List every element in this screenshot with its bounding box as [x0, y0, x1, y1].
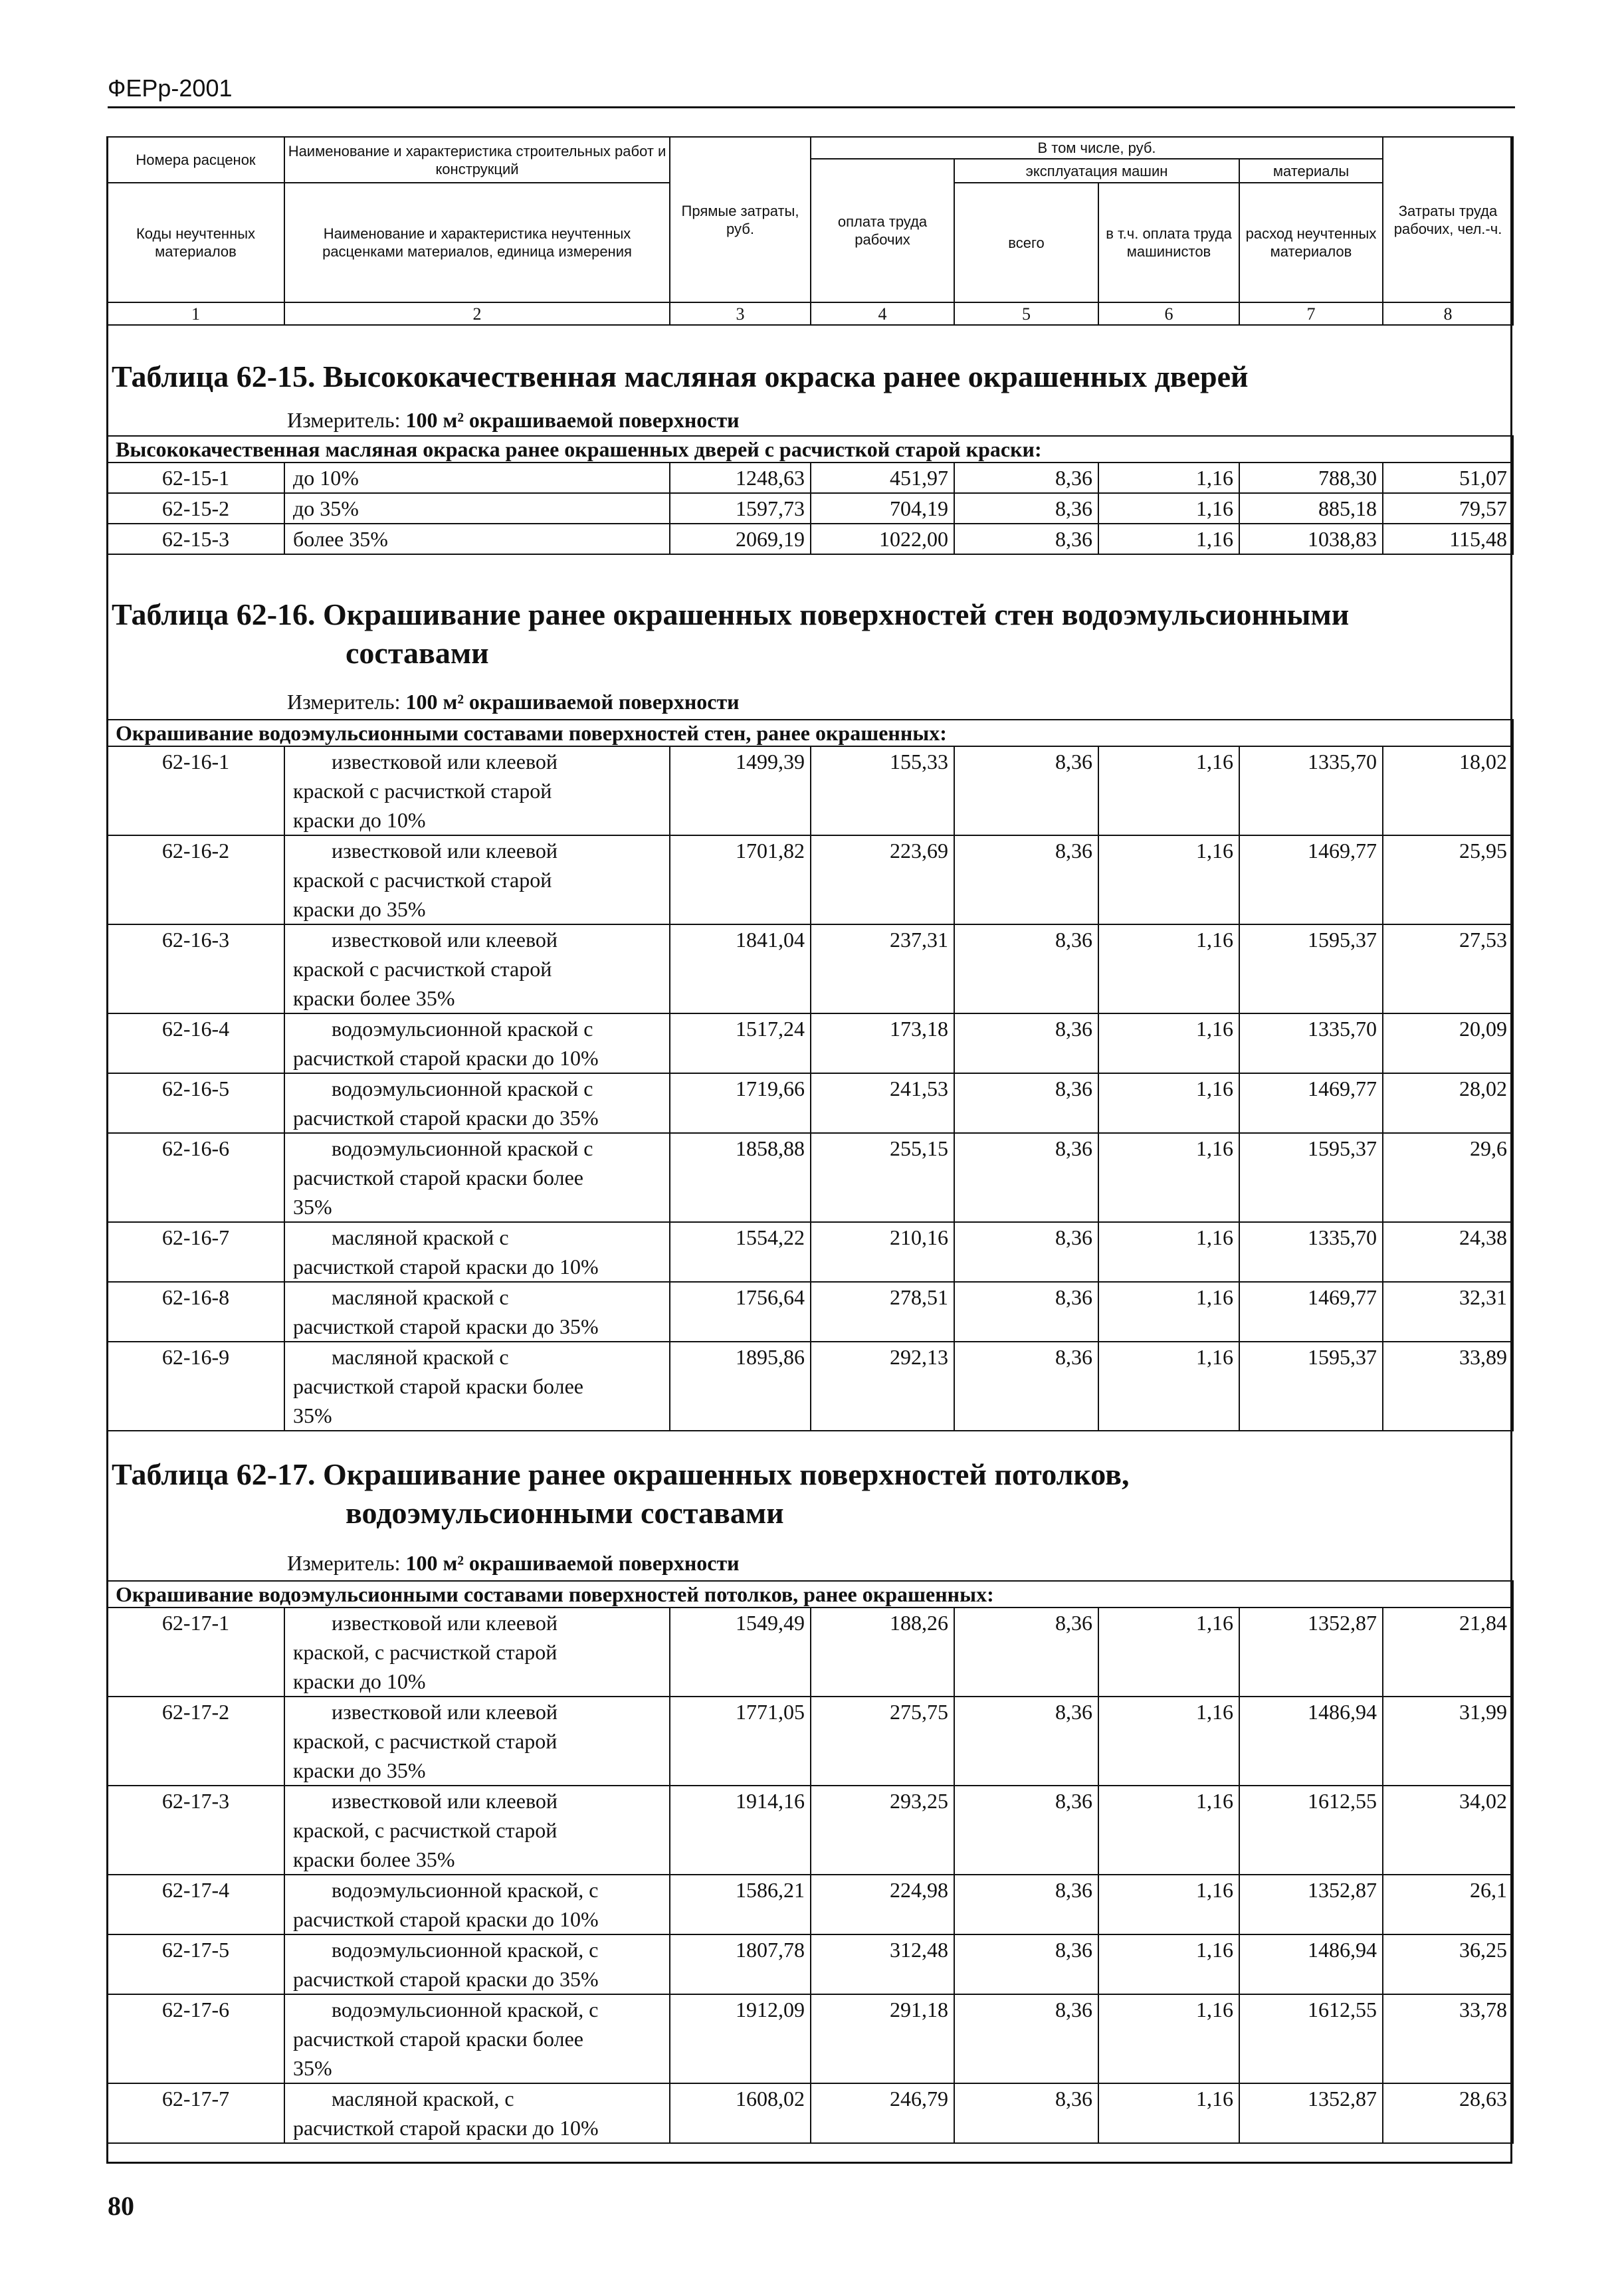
work-name-line: краски более 35%: [293, 1847, 455, 1871]
direct-costs: 1912,09: [670, 1994, 811, 2083]
machines-total: 8,36: [954, 835, 1098, 924]
col-number: 3: [670, 302, 811, 325]
rate-code: 62-16-3: [107, 924, 284, 1013]
work-name-line: водоэмульсионной краской, с: [332, 1878, 599, 1902]
table-62-16-title: [112, 595, 1349, 673]
work-name-line: известковой или клеевой: [332, 928, 558, 952]
table-row: [107, 1133, 1513, 1222]
machines-total: 8,36: [954, 1934, 1098, 1994]
machinists-pay: 1,16: [1098, 493, 1239, 524]
labor-pay: 293,25: [811, 1786, 954, 1875]
work-name-line: расчисткой старой краски до 10%: [293, 1255, 599, 1279]
measure-value: 100 м² окрашиваемой поверхности: [405, 690, 740, 714]
materials-cost: 1595,37: [1239, 1342, 1383, 1431]
work-name-line: расчисткой старой краски до 10%: [293, 1046, 599, 1070]
materials-cost: 885,18: [1239, 493, 1383, 524]
machinists-pay: 1,16: [1098, 835, 1239, 924]
materials-cost: 1352,87: [1239, 2083, 1383, 2143]
work-name: [284, 1342, 670, 1431]
table-row: [107, 1282, 1513, 1342]
table-row: [107, 1013, 1513, 1073]
work-name: [284, 924, 670, 1013]
col-number: 6: [1098, 302, 1239, 325]
table-row: [107, 924, 1513, 1013]
direct-costs: 1841,04: [670, 924, 811, 1013]
table-62-15-title: Таблица 62-15. Высококачественная масляная окраска ранее окрашенных дверей: [112, 360, 1249, 393]
direct-costs: 2069,19: [670, 524, 811, 554]
machines-total: 8,36: [954, 1133, 1098, 1222]
labor-pay: 223,69: [811, 835, 954, 924]
col1-header-top: Номера расценок: [107, 137, 284, 183]
table-62-16: [106, 719, 1514, 1431]
table-row: [107, 1934, 1513, 1994]
work-name: более 35%: [284, 524, 670, 554]
table-row: [107, 835, 1513, 924]
work-name-line: расчисткой старой краски до 35%: [293, 1106, 599, 1130]
table-62-15: [106, 435, 1514, 555]
work-name: [284, 1875, 670, 1934]
group-heading: Окрашивание водоэмульсионными составами поверхностей потолков, ранее окрашенных:: [107, 1581, 1513, 1608]
work-name-line: краски более 35%: [293, 986, 455, 1010]
labor-hours: 18,02: [1383, 746, 1513, 835]
machines-total: 8,36: [954, 1994, 1098, 2083]
machines-total: 8,36: [954, 1875, 1098, 1934]
materials-cost: 1469,77: [1239, 835, 1383, 924]
labor-hours: 28,02: [1383, 1073, 1513, 1133]
work-name-line: известковой или клеевой: [332, 750, 558, 774]
work-name: [284, 1934, 670, 1994]
materials-cost: 1335,70: [1239, 1222, 1383, 1282]
direct-costs: 1597,73: [670, 493, 811, 524]
work-name-line: масляной краской, с: [332, 2087, 514, 2111]
title-line: водоэмульсионными составами: [346, 1496, 784, 1530]
machines-total: 8,36: [954, 746, 1098, 835]
machines-total: 8,36: [954, 463, 1098, 493]
labor-hours: 24,38: [1383, 1222, 1513, 1282]
work-name-line: краски до 35%: [293, 897, 426, 921]
labor-hours: 33,89: [1383, 1342, 1513, 1431]
machinists-pay: 1,16: [1098, 1222, 1239, 1282]
work-name-line: водоэмульсионной краской с: [332, 1077, 593, 1100]
work-name: [284, 1697, 670, 1786]
rate-code: 62-17-1: [107, 1608, 284, 1697]
machines-total: 8,36: [954, 524, 1098, 554]
measure-label: Измеритель:: [287, 408, 401, 432]
labor-pay: 241,53: [811, 1073, 954, 1133]
machinists-pay: 1,16: [1098, 1133, 1239, 1222]
work-name-line: краской, с расчисткой старой: [293, 1818, 558, 1842]
materials-cost: 1469,77: [1239, 1282, 1383, 1342]
direct-costs: 1517,24: [670, 1013, 811, 1073]
materials-cost: 1595,37: [1239, 1133, 1383, 1222]
labor-pay: 291,18: [811, 1994, 954, 2083]
rate-code: 62-16-5: [107, 1073, 284, 1133]
work-name-line: масляной краской с: [332, 1345, 509, 1369]
table-row: [107, 1073, 1513, 1133]
table-62-15-measure: [287, 407, 740, 433]
machines-total: 8,36: [954, 2083, 1098, 2143]
col-number: 8: [1383, 302, 1513, 325]
labor-pay: 224,98: [811, 1875, 954, 1934]
labor-pay: 155,33: [811, 746, 954, 835]
work-name-line: 35%: [293, 1403, 332, 1427]
work-name: до 10%: [284, 463, 670, 493]
title-line: составами: [346, 636, 489, 670]
col2-header-bottom: Наименование и характеристика неучтенных расценками материалов, единица измерения: [284, 183, 670, 302]
work-name-line: расчисткой старой краски до 35%: [293, 1314, 599, 1338]
rate-code: 62-17-7: [107, 2083, 284, 2143]
rate-code: 62-16-7: [107, 1222, 284, 1282]
col1-header-bottom: Коды неучтенных материалов: [107, 183, 284, 302]
labor-hours: 25,95: [1383, 835, 1513, 924]
labor-hours: 27,53: [1383, 924, 1513, 1013]
work-name-line: водоэмульсионной краской с: [332, 1017, 593, 1041]
materials-cost: 1612,55: [1239, 1786, 1383, 1875]
col-number: 1: [107, 302, 284, 325]
machinists-pay: 1,16: [1098, 1608, 1239, 1697]
labor-pay: 210,16: [811, 1222, 954, 1282]
machines-total: 8,36: [954, 1608, 1098, 1697]
materials-cost: 1335,70: [1239, 746, 1383, 835]
table-62-16-measure: [287, 688, 740, 715]
labor-hours: 33,78: [1383, 1994, 1513, 2083]
col8-header: Затраты труда рабочих, чел.-ч.: [1383, 137, 1513, 302]
machinists-pay: 1,16: [1098, 2083, 1239, 2143]
work-name-line: краской, с расчисткой старой: [293, 1640, 558, 1664]
table-row: [107, 524, 1513, 554]
table-row: [107, 1697, 1513, 1786]
work-name-line: масляной краской с: [332, 1225, 509, 1249]
rate-code: 62-16-8: [107, 1282, 284, 1342]
page-frame-bottom: [106, 2162, 1512, 2164]
materials-cost: 1352,87: [1239, 1608, 1383, 1697]
rate-code: 62-16-1: [107, 746, 284, 835]
materials-header: материалы: [1239, 159, 1383, 183]
work-name-line: краски до 10%: [293, 1669, 426, 1693]
col7-header: расход неучтенных материалов: [1239, 183, 1383, 302]
direct-costs: 1701,82: [670, 835, 811, 924]
measure-label: Измеритель:: [287, 690, 401, 714]
table-row: [107, 746, 1513, 835]
labor-pay: 275,75: [811, 1697, 954, 1786]
rate-code: 62-15-3: [107, 524, 284, 554]
rate-code: 62-15-2: [107, 493, 284, 524]
work-name: [284, 835, 670, 924]
labor-pay: 292,13: [811, 1342, 954, 1431]
group-heading: Высококачественная масляная окраска ранее окрашенных дверей с расчисткой старой краски:: [107, 436, 1513, 463]
rate-code: 62-17-2: [107, 1697, 284, 1786]
work-name-line: масляной краской с: [332, 1285, 509, 1309]
direct-costs: 1554,22: [670, 1222, 811, 1282]
work-name: до 35%: [284, 493, 670, 524]
col-number: 2: [284, 302, 670, 325]
table-row: [107, 1222, 1513, 1282]
machinists-pay: 1,16: [1098, 1994, 1239, 2083]
labor-hours: 31,99: [1383, 1697, 1513, 1786]
machines-total: 8,36: [954, 1697, 1098, 1786]
direct-costs: 1586,21: [670, 1875, 811, 1934]
labor-pay: 173,18: [811, 1013, 954, 1073]
col4-header: оплата труда рабочих: [811, 159, 954, 302]
col-number: 7: [1239, 302, 1383, 325]
materials-cost: 1335,70: [1239, 1013, 1383, 1073]
document-header-title: ФЕРр-2001: [108, 74, 233, 102]
direct-costs: 1248,63: [670, 463, 811, 493]
title-line: Таблица 62-16. Окрашивание ранее окрашенных поверхностей стен водоэмульсионными: [112, 597, 1350, 631]
machines-total: 8,36: [954, 1073, 1098, 1133]
incl-header: В том числе, руб.: [811, 137, 1383, 159]
col6-header: в т.ч. оплата труда машинистов: [1098, 183, 1239, 302]
work-name: [284, 1994, 670, 2083]
machines-total: 8,36: [954, 1013, 1098, 1073]
machinists-pay: 1,16: [1098, 524, 1239, 554]
work-name-line: водоэмульсионной краской с: [332, 1136, 593, 1160]
direct-costs: 1719,66: [670, 1073, 811, 1133]
work-name-line: 35%: [293, 1195, 332, 1219]
work-name: [284, 1282, 670, 1342]
direct-costs: 1756,64: [670, 1282, 811, 1342]
work-name-line: расчисткой старой краски до 10%: [293, 2116, 599, 2140]
machines-total: 8,36: [954, 1222, 1098, 1282]
work-name-line: известковой или клеевой: [332, 839, 558, 863]
work-name-line: известковой или клеевой: [332, 1611, 558, 1635]
work-name-line: водоэмульсионной краской, с: [332, 1998, 599, 2022]
group-heading: Окрашивание водоэмульсионными составами поверхностей стен, ранее окрашенных:: [107, 720, 1513, 746]
column-header-table: [106, 136, 1514, 326]
table-row: [107, 493, 1513, 524]
materials-cost: 1486,94: [1239, 1934, 1383, 1994]
direct-costs: 1549,49: [670, 1608, 811, 1697]
table-row: [107, 463, 1513, 493]
labor-hours: 34,02: [1383, 1786, 1513, 1875]
col-number: 5: [954, 302, 1098, 325]
materials-cost: 1469,77: [1239, 1073, 1383, 1133]
labor-hours: 32,31: [1383, 1282, 1513, 1342]
work-name-line: расчисткой старой краски до 35%: [293, 1967, 599, 1991]
title-line: Таблица 62-17. Окрашивание ранее окрашенных поверхностей потолков,: [112, 1457, 1130, 1491]
rate-code: 62-17-6: [107, 1994, 284, 2083]
rate-code: 62-17-3: [107, 1786, 284, 1875]
machines-total: 8,36: [954, 1786, 1098, 1875]
work-name: [284, 2083, 670, 2143]
work-name-line: расчисткой старой краски более: [293, 2027, 583, 2051]
rate-code: 62-16-2: [107, 835, 284, 924]
labor-hours: 51,07: [1383, 463, 1513, 493]
machinists-pay: 1,16: [1098, 1282, 1239, 1342]
materials-cost: 788,30: [1239, 463, 1383, 493]
labor-pay: 704,19: [811, 493, 954, 524]
rate-code: 62-17-5: [107, 1934, 284, 1994]
labor-hours: 29,6: [1383, 1133, 1513, 1222]
materials-cost: 1352,87: [1239, 1875, 1383, 1934]
labor-hours: 26,1: [1383, 1875, 1513, 1934]
rate-code: 62-16-9: [107, 1342, 284, 1431]
materials-cost: 1038,83: [1239, 524, 1383, 554]
work-name-line: расчисткой старой краски до 10%: [293, 1907, 599, 1931]
col-number: 4: [811, 302, 954, 325]
work-name-line: краски до 10%: [293, 808, 426, 832]
col5-header: всего: [954, 183, 1098, 302]
rate-code: 62-16-6: [107, 1133, 284, 1222]
direct-costs: 1895,86: [670, 1342, 811, 1431]
work-name-line: краски до 35%: [293, 1758, 426, 1782]
machinists-pay: 1,16: [1098, 463, 1239, 493]
table-62-17-title: [112, 1455, 1130, 1532]
rate-code: 62-17-4: [107, 1875, 284, 1934]
work-name-line: водоэмульсионной краской, с: [332, 1938, 599, 1962]
machinists-pay: 1,16: [1098, 746, 1239, 835]
work-name-line: краской с расчисткой старой: [293, 779, 552, 803]
work-name-line: краской с расчисткой старой: [293, 868, 552, 892]
work-name: [284, 1013, 670, 1073]
labor-hours: 115,48: [1383, 524, 1513, 554]
direct-costs: 1914,16: [670, 1786, 811, 1875]
rate-code: 62-15-1: [107, 463, 284, 493]
work-name-line: известковой или клеевой: [332, 1700, 558, 1724]
table-row: [107, 1608, 1513, 1697]
table-row: [107, 1786, 1513, 1875]
work-name: [284, 1608, 670, 1697]
work-name: [284, 1133, 670, 1222]
labor-pay: 255,15: [811, 1133, 954, 1222]
work-name-line: известковой или клеевой: [332, 1789, 558, 1813]
machinists-pay: 1,16: [1098, 1934, 1239, 1994]
measure-value: 100 м² окрашиваемой поверхности: [405, 1551, 740, 1575]
work-name-line: краской, с расчисткой старой: [293, 1729, 558, 1753]
machinists-pay: 1,16: [1098, 1697, 1239, 1786]
machinists-pay: 1,16: [1098, 1875, 1239, 1934]
machines-header: эксплуатация машин: [954, 159, 1239, 183]
machines-total: 8,36: [954, 493, 1098, 524]
table-row: [107, 2083, 1513, 2143]
table-row: [107, 1875, 1513, 1934]
direct-costs: 1771,05: [670, 1697, 811, 1786]
direct-costs: 1499,39: [670, 746, 811, 835]
materials-cost: 1595,37: [1239, 924, 1383, 1013]
col3-header: Прямые затраты, руб.: [670, 137, 811, 302]
machines-total: 8,36: [954, 924, 1098, 1013]
work-name-line: расчисткой старой краски более: [293, 1374, 583, 1398]
materials-cost: 1612,55: [1239, 1994, 1383, 2083]
work-name: [284, 1222, 670, 1282]
table-62-17: [106, 1580, 1514, 2144]
labor-hours: 36,25: [1383, 1934, 1513, 1994]
machinists-pay: 1,16: [1098, 1073, 1239, 1133]
machinists-pay: 1,16: [1098, 924, 1239, 1013]
work-name: [284, 746, 670, 835]
machines-total: 8,36: [954, 1342, 1098, 1431]
machinists-pay: 1,16: [1098, 1786, 1239, 1875]
table-row: [107, 1342, 1513, 1431]
labor-pay: 278,51: [811, 1282, 954, 1342]
table-row: [107, 1994, 1513, 2083]
table-62-17-measure: [287, 1550, 740, 1576]
labor-pay: 1022,00: [811, 524, 954, 554]
rate-code: 62-16-4: [107, 1013, 284, 1073]
work-name-line: краской с расчисткой старой: [293, 957, 552, 981]
work-name: [284, 1786, 670, 1875]
labor-hours: 20,09: [1383, 1013, 1513, 1073]
work-name-line: 35%: [293, 2056, 332, 2080]
machinists-pay: 1,16: [1098, 1013, 1239, 1073]
page-number: 80: [108, 2191, 134, 2221]
labor-hours: 79,57: [1383, 493, 1513, 524]
labor-pay: 312,48: [811, 1934, 954, 1994]
labor-pay: 246,79: [811, 2083, 954, 2143]
direct-costs: 1807,78: [670, 1934, 811, 1994]
labor-hours: 28,63: [1383, 2083, 1513, 2143]
measure-value: 100 м² окрашиваемой поверхности: [405, 408, 740, 432]
labor-pay: 451,97: [811, 463, 954, 493]
machinists-pay: 1,16: [1098, 1342, 1239, 1431]
col2-header-top: Наименование и характеристика строительных работ и конструкций: [284, 137, 670, 183]
labor-pay: 237,31: [811, 924, 954, 1013]
direct-costs: 1858,88: [670, 1133, 811, 1222]
materials-cost: 1486,94: [1239, 1697, 1383, 1786]
machines-total: 8,36: [954, 1282, 1098, 1342]
work-name: [284, 1073, 670, 1133]
labor-hours: 21,84: [1383, 1608, 1513, 1697]
header-rule: [108, 106, 1515, 108]
direct-costs: 1608,02: [670, 2083, 811, 2143]
measure-label: Измеритель:: [287, 1551, 401, 1575]
work-name-line: расчисткой старой краски более: [293, 1166, 583, 1190]
labor-pay: 188,26: [811, 1608, 954, 1697]
